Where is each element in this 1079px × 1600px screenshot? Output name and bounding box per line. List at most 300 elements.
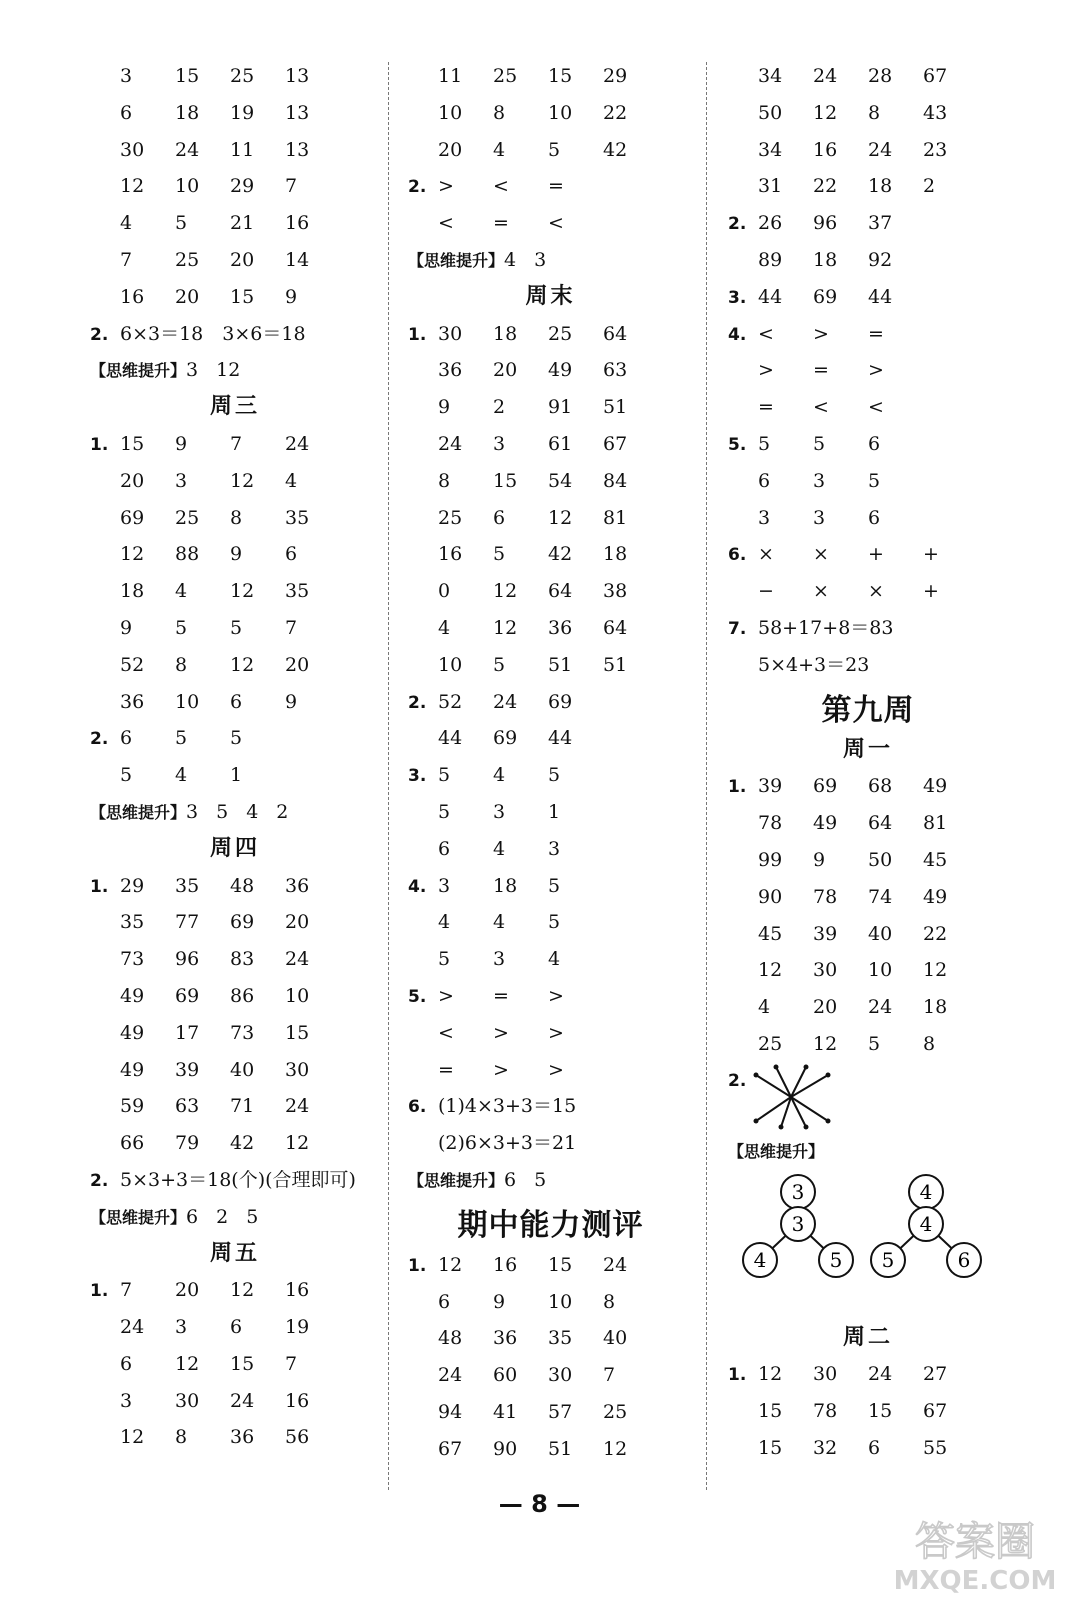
answer-value: 18 xyxy=(120,580,145,603)
answer-row xyxy=(408,1357,693,1394)
answer-value: 5 xyxy=(246,1205,259,1228)
answer-row xyxy=(408,941,693,978)
answer-value: 5 xyxy=(758,432,771,455)
answer-row xyxy=(408,1394,693,1431)
answer-value: 13 xyxy=(285,138,310,161)
answer-value: 18 xyxy=(493,322,518,345)
answer-value: 24 xyxy=(868,996,893,1019)
section-heading: 周末 xyxy=(525,283,576,309)
answer-row xyxy=(728,463,1008,500)
answer-value: 5 xyxy=(548,764,561,787)
answer-value: 99 xyxy=(758,848,783,871)
answer-value: 4 xyxy=(493,138,506,161)
answer-row xyxy=(90,757,380,794)
answer-value: 30 xyxy=(548,1364,573,1387)
section-heading: 周五 xyxy=(209,1240,260,1266)
answer-value: 5 xyxy=(493,543,506,566)
answer-value: 55 xyxy=(923,1436,948,1459)
answer-value: 5 xyxy=(175,212,188,235)
answer-value: × xyxy=(813,580,829,603)
answer-value: 12 xyxy=(120,543,145,566)
answer-row xyxy=(408,316,693,353)
answer-value: 16 xyxy=(285,212,310,235)
answer-value: 2 xyxy=(216,1205,229,1228)
answer-value: 15 xyxy=(230,285,255,308)
thinking-boost-label: 【思维提升】 xyxy=(408,1170,505,1190)
answer-value: 67 xyxy=(603,432,628,455)
answer-row xyxy=(408,978,693,1015)
question-number: 1. xyxy=(90,1281,109,1302)
answer-value: 30 xyxy=(438,322,463,345)
answer-value: 8 xyxy=(493,101,506,124)
answer-row xyxy=(728,95,1008,132)
answer-value: 78 xyxy=(813,1400,838,1423)
answer-value: 61 xyxy=(548,432,573,455)
answer-value: 10 xyxy=(548,1290,573,1313)
answer-row xyxy=(90,684,380,721)
answer-value: 11 xyxy=(438,65,463,87)
answer-value: > xyxy=(548,1058,564,1081)
answer-value: 91 xyxy=(548,396,573,419)
answer-value: 7 xyxy=(230,432,243,455)
answer-value: 34 xyxy=(758,65,783,87)
answer-value: 24 xyxy=(285,948,310,971)
answer-value: 81 xyxy=(923,812,948,835)
answer-value: 56 xyxy=(285,1426,310,1449)
thinking-boost-label: 【思维提升】 xyxy=(728,1141,825,1161)
answer-value: 59 xyxy=(120,1095,145,1118)
answer-row xyxy=(728,1026,1008,1063)
answer-row xyxy=(408,352,693,389)
answer-value: 19 xyxy=(230,101,255,124)
answer-value: 69 xyxy=(813,285,838,308)
answer-value: = xyxy=(758,396,774,419)
tree-left-value: 5 xyxy=(881,1247,895,1272)
answer-value: 30 xyxy=(120,138,145,161)
answer-value: 8 xyxy=(438,469,451,492)
answer-value: 5 xyxy=(548,138,561,161)
answer-value: 5 xyxy=(868,469,881,492)
answer-value: 48 xyxy=(438,1327,463,1350)
answer-value: 8 xyxy=(603,1290,616,1313)
answer-value: 20 xyxy=(120,469,145,492)
answer-row xyxy=(728,1430,1008,1467)
answer-value: 71 xyxy=(230,1095,255,1118)
answer-value: 24 xyxy=(603,1253,628,1276)
answer-value: 24 xyxy=(175,138,200,161)
answer-row xyxy=(728,1063,1008,1133)
answer-value: 4 xyxy=(758,996,771,1019)
section-heading: 周四 xyxy=(209,835,260,861)
answer-row xyxy=(90,242,380,279)
answer-value: 25 xyxy=(175,506,200,529)
thinking-boost-values xyxy=(504,1169,564,1191)
answer-value: 35 xyxy=(285,580,310,603)
answer-value: 6 xyxy=(493,506,506,529)
answer-value: 49 xyxy=(923,775,948,798)
answer-row xyxy=(90,573,380,610)
answer-value: 15 xyxy=(493,469,518,492)
answer-value: 23 xyxy=(923,138,948,161)
answer-value: 15 xyxy=(868,1400,893,1423)
answer-value: 39 xyxy=(758,775,783,798)
answer-value: 16 xyxy=(120,285,145,308)
answer-value: 4 xyxy=(120,212,133,235)
answer-row xyxy=(90,720,380,757)
answer-value: 67 xyxy=(923,1400,948,1423)
answer-value: 18 xyxy=(175,101,200,124)
answer-value: 12 xyxy=(923,959,948,982)
answer-row xyxy=(408,684,693,721)
answer-value: 3 xyxy=(438,874,451,897)
page-number: — 8 — xyxy=(498,1490,581,1518)
answer-row xyxy=(408,1431,693,1468)
answer-value: 3 xyxy=(813,469,826,492)
answer-value: 24 xyxy=(120,1316,145,1339)
answer-value: 4 xyxy=(493,837,506,860)
answer-value: 29 xyxy=(603,65,628,87)
answer-equation: 5×3+3＝18(个)(合理即可) xyxy=(120,1168,356,1191)
answer-value: 25 xyxy=(230,65,255,87)
answer-value: 4 xyxy=(175,764,188,787)
answer-value: 22 xyxy=(813,175,838,198)
answer-row xyxy=(90,132,380,169)
answer-value: 36 xyxy=(548,616,573,639)
answer-value: 64 xyxy=(548,580,573,603)
answer-value: = xyxy=(548,175,564,198)
answer-value: 73 xyxy=(230,1021,255,1044)
answer-row xyxy=(728,132,1008,169)
answer-value: 69 xyxy=(230,911,255,934)
answer-value: 12 xyxy=(438,1253,463,1276)
answer-row xyxy=(90,904,380,941)
answer-value: 10 xyxy=(548,101,573,124)
question-number: 6. xyxy=(408,1097,427,1118)
answer-value: 3 xyxy=(758,506,771,529)
answer-value: 12 xyxy=(493,580,518,603)
answer-value: 49 xyxy=(120,1021,145,1044)
answer-value: < xyxy=(813,396,829,419)
answer-value: 9 xyxy=(493,1290,506,1313)
answer-value: 51 xyxy=(603,653,628,676)
answer-value: 24 xyxy=(285,432,310,455)
answer-value: 10 xyxy=(868,959,893,982)
answer-value: 6 xyxy=(230,690,243,713)
answer-value: 26 xyxy=(758,212,783,235)
answer-value: 7 xyxy=(285,616,298,639)
answer-row xyxy=(728,279,1008,316)
tree-right-value: 6 xyxy=(957,1247,971,1272)
answer-value: 7 xyxy=(285,175,298,198)
answer-value: 24 xyxy=(868,138,893,161)
thinking-boost-row xyxy=(90,352,380,389)
answer-value: 64 xyxy=(868,812,893,835)
answer-value: > xyxy=(813,322,829,345)
answer-value: 49 xyxy=(120,1058,145,1081)
answer-row xyxy=(728,58,1008,95)
answer-row xyxy=(90,58,380,95)
answer-value: 4 xyxy=(175,580,188,603)
answer-row xyxy=(90,316,380,353)
answer-value: 15 xyxy=(548,65,573,87)
answer-value: 20 xyxy=(285,911,310,934)
answer-value: 25 xyxy=(603,1400,628,1423)
answer-value: 40 xyxy=(603,1327,628,1350)
answer-value: 6 xyxy=(438,1290,451,1313)
question-number: 2. xyxy=(90,1170,109,1191)
answer-value: 5 xyxy=(438,800,451,823)
answer-row xyxy=(90,168,380,205)
connector-dot xyxy=(754,1072,759,1077)
line-matching-diagram xyxy=(746,1063,836,1131)
question-number: 5. xyxy=(728,434,747,455)
tree-top-value: 3 xyxy=(791,1179,805,1204)
answer-row xyxy=(728,1356,1008,1393)
answer-value: 4 xyxy=(285,469,298,492)
answer-value: 29 xyxy=(230,175,255,198)
answer-row xyxy=(90,1272,380,1309)
answer-value: 8 xyxy=(923,1032,936,1055)
answer-row xyxy=(728,573,1008,610)
answer-value: 24 xyxy=(438,432,463,455)
answer-value: 29 xyxy=(120,874,145,897)
answer-value: 5 xyxy=(175,616,188,639)
answer-value: 24 xyxy=(813,65,838,87)
answer-value: 68 xyxy=(868,775,893,798)
answer-row xyxy=(408,168,693,205)
answer-value: 20 xyxy=(285,653,310,676)
answer-row xyxy=(90,1346,380,1383)
answer-row xyxy=(90,868,380,905)
answer-value: 19 xyxy=(285,1316,310,1339)
answer-column-1 xyxy=(90,58,380,1456)
answer-value: 5 xyxy=(548,911,561,934)
answer-value: 0 xyxy=(438,580,451,603)
tree-top-value: 4 xyxy=(919,1179,933,1204)
answer-row xyxy=(408,500,693,537)
answer-row xyxy=(408,868,693,905)
connector-dot xyxy=(804,1124,809,1129)
answer-row xyxy=(90,1125,380,1162)
answer-row xyxy=(90,941,380,978)
question-number: 1. xyxy=(90,876,109,897)
answer-row xyxy=(90,426,380,463)
thinking-boost-row xyxy=(408,242,693,279)
answer-value: 5 xyxy=(120,764,133,787)
answer-value: 6 xyxy=(120,1352,133,1375)
answer-value: 10 xyxy=(438,101,463,124)
answer-value: 43 xyxy=(923,101,948,124)
answer-value: 6 xyxy=(230,1316,243,1339)
answer-value: 4 xyxy=(438,616,451,639)
thinking-boost-label: 【思维提升】 xyxy=(408,250,505,270)
answer-value: 16 xyxy=(813,138,838,161)
answer-value: 12 xyxy=(230,469,255,492)
tree-center-value: 3 xyxy=(791,1211,805,1236)
answer-row xyxy=(728,989,1008,1026)
answer-value: 49 xyxy=(548,359,573,382)
answer-row xyxy=(90,1383,380,1420)
answer-value: 7 xyxy=(285,1352,298,1375)
answer-row xyxy=(408,1088,693,1125)
answer-value: 5 xyxy=(230,616,243,639)
answer-value: 77 xyxy=(175,911,200,934)
answer-value: 8 xyxy=(175,653,188,676)
answer-value: 86 xyxy=(230,984,255,1007)
answer-value: 49 xyxy=(923,885,948,908)
answer-row xyxy=(408,757,693,794)
answer-value: 44 xyxy=(548,727,573,750)
answer-value: 96 xyxy=(175,948,200,971)
answer-row xyxy=(408,205,693,242)
answer-value: 44 xyxy=(758,285,783,308)
answer-value: 12 xyxy=(175,1352,200,1375)
answer-value: − xyxy=(758,580,774,603)
answer-value: 2 xyxy=(923,175,936,198)
answer-value: 12 xyxy=(230,653,255,676)
answer-row xyxy=(728,168,1008,205)
answer-equation: (1)4×3+3＝15 xyxy=(438,1095,577,1118)
answer-value: 3 xyxy=(175,469,188,492)
question-number: 2. xyxy=(728,214,747,235)
answer-value: 6 xyxy=(120,727,133,750)
answer-row xyxy=(728,352,1008,389)
answer-value: 21 xyxy=(230,212,255,235)
answer-value: 35 xyxy=(175,874,200,897)
answer-value: 54 xyxy=(548,469,573,492)
answer-value: < xyxy=(493,175,509,198)
answer-row xyxy=(90,978,380,1015)
answer-value: 5 xyxy=(216,800,229,823)
answer-value: 1 xyxy=(548,800,561,823)
answer-value: 3 xyxy=(548,837,561,860)
answer-value: 12 xyxy=(548,506,573,529)
answer-value: 1 xyxy=(230,764,243,787)
tree-right-value: 5 xyxy=(829,1247,843,1272)
answer-row xyxy=(408,831,693,868)
answer-row xyxy=(728,647,1008,684)
answer-value: 4 xyxy=(493,911,506,934)
answer-row xyxy=(408,536,693,573)
thinking-boost-row xyxy=(90,1199,380,1236)
answer-value: 24 xyxy=(868,1363,893,1386)
answer-value: 67 xyxy=(923,65,948,87)
answer-value: 92 xyxy=(868,248,893,271)
answer-row xyxy=(728,389,1008,426)
answer-row xyxy=(728,916,1008,953)
answer-value: 12 xyxy=(216,359,241,382)
answer-value: 8 xyxy=(175,1426,188,1449)
section-heading: 周二 xyxy=(842,1324,893,1350)
answer-row xyxy=(408,1247,693,1284)
answer-value: > xyxy=(548,1021,564,1044)
answer-row xyxy=(408,1320,693,1357)
watermark-top-text: 答案圈 xyxy=(915,1519,1035,1565)
answer-value: 49 xyxy=(813,812,838,835)
answer-value: 12 xyxy=(813,101,838,124)
answer-row xyxy=(90,205,380,242)
question-number: 3. xyxy=(408,766,427,787)
answer-value: 22 xyxy=(603,101,628,124)
answer-value: 12 xyxy=(813,1032,838,1055)
answer-row xyxy=(728,205,1008,242)
answer-value: 15 xyxy=(285,1021,310,1044)
answer-value: 50 xyxy=(868,848,893,871)
answer-row xyxy=(728,610,1008,647)
answer-row xyxy=(728,316,1008,353)
question-number: 2. xyxy=(90,324,109,345)
answer-value: 9 xyxy=(813,848,826,871)
answer-value: 30 xyxy=(175,1389,200,1412)
answer-value: 15 xyxy=(175,65,200,87)
thinking-boost-values xyxy=(186,801,306,823)
answer-value: 16 xyxy=(493,1253,518,1276)
answer-value: 32 xyxy=(813,1436,838,1459)
answer-value: × xyxy=(758,543,774,566)
answer-value: 16 xyxy=(438,543,463,566)
section-title: 期中能力测评 xyxy=(457,1207,644,1243)
answer-row xyxy=(728,879,1008,916)
answer-value: > xyxy=(758,359,774,382)
answer-value: 36 xyxy=(438,359,463,382)
answer-value: 16 xyxy=(285,1279,310,1302)
answer-value: 25 xyxy=(758,1032,783,1055)
answer-value: 18 xyxy=(813,248,838,271)
answer-row xyxy=(90,536,380,573)
answer-row xyxy=(408,610,693,647)
answer-value: = xyxy=(493,212,509,235)
answer-value: 6 xyxy=(285,543,298,566)
answer-value: 45 xyxy=(923,848,948,871)
answer-row xyxy=(90,1419,380,1456)
answer-value: 51 xyxy=(603,396,628,419)
answer-value: 5 xyxy=(438,948,451,971)
answer-value: < xyxy=(438,1021,454,1044)
answer-row xyxy=(728,500,1008,537)
answer-value: = xyxy=(493,984,509,1007)
answer-value: 60 xyxy=(493,1364,518,1387)
answer-value: 5 xyxy=(813,432,826,455)
answer-value: 7 xyxy=(120,248,133,271)
answer-row xyxy=(408,95,693,132)
answer-row xyxy=(408,904,693,941)
answer-value: 4 xyxy=(504,248,517,271)
watermark-logo xyxy=(880,1505,1070,1595)
answer-value: 42 xyxy=(603,138,628,161)
answer-value: = xyxy=(868,322,884,345)
answer-row xyxy=(90,610,380,647)
answer-value: 31 xyxy=(758,175,783,198)
answer-row xyxy=(728,842,1008,879)
answer-value: 20 xyxy=(813,996,838,1019)
answer-row xyxy=(90,279,380,316)
answer-value: 37 xyxy=(868,212,893,235)
answer-value: 30 xyxy=(813,1363,838,1386)
answer-value: 18 xyxy=(923,996,948,1019)
answer-value: 5 xyxy=(868,1032,881,1055)
answer-value: 5 xyxy=(175,727,188,750)
question-number: 1. xyxy=(728,1365,747,1386)
answer-value: 79 xyxy=(175,1132,200,1155)
connector-line xyxy=(756,1097,791,1121)
answer-row xyxy=(408,132,693,169)
thinking-boost-row xyxy=(728,1133,1008,1170)
thinking-boost-label: 【思维提升】 xyxy=(90,1207,187,1227)
answer-value: 8 xyxy=(868,101,881,124)
answer-value: 6 xyxy=(186,1205,199,1228)
answer-value: 67 xyxy=(438,1437,463,1460)
answer-row xyxy=(408,389,693,426)
